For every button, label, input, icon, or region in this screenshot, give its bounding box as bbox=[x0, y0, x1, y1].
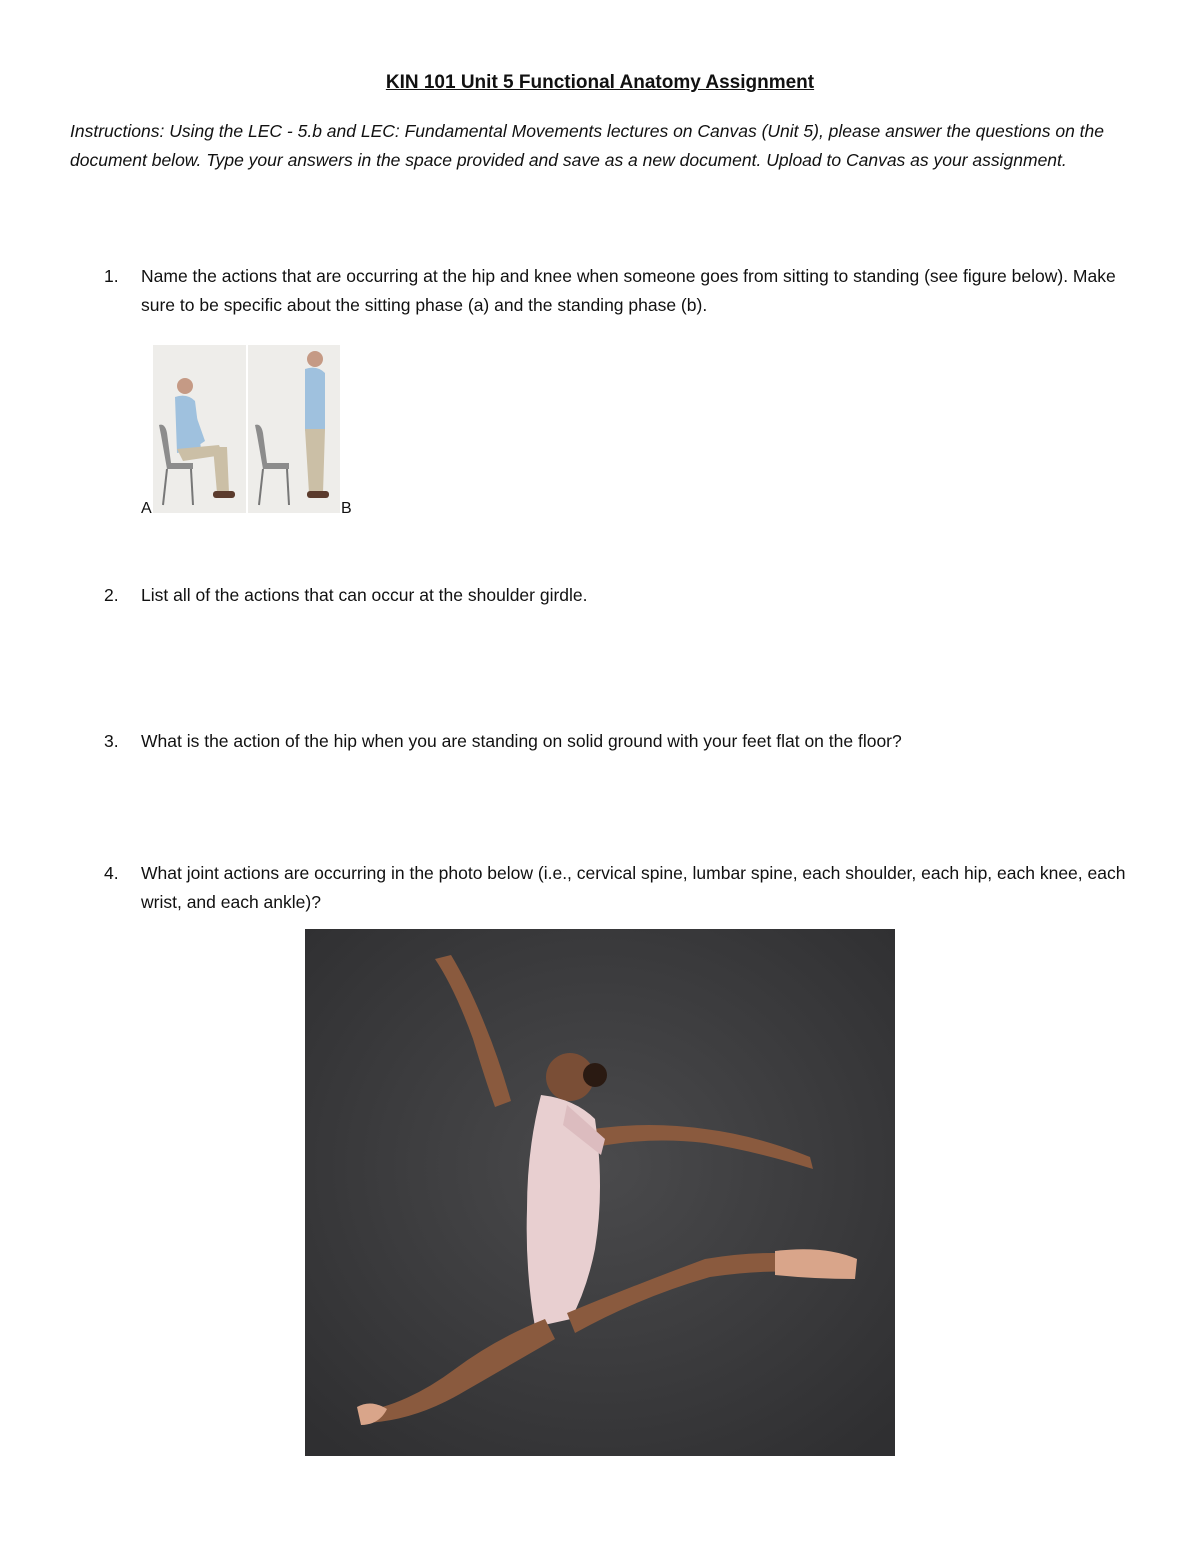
figure-label-b: B bbox=[341, 500, 352, 517]
instructions-paragraph: Instructions: Using the LEC - 5.b and LEC: Fundamental Movements lectures on Canvas (Unit 5), please answer the questions on the document below. Type your answers in the space provided and save as a new document. Upload to Canvas as your assignment. bbox=[70, 121, 1105, 170]
question-number: 3. bbox=[104, 731, 119, 751]
question-number: 1. bbox=[104, 266, 119, 286]
question-3 bbox=[104, 727, 1134, 756]
question-1 bbox=[104, 262, 1134, 319]
ballet-dancer-leap-illustration bbox=[305, 929, 895, 1456]
question-number: 4. bbox=[104, 863, 119, 883]
question-4 bbox=[104, 859, 1134, 916]
question-text: What is the action of the hip when you are standing on solid ground with your feet flat on the floor? bbox=[141, 731, 902, 751]
question-text: Name the actions that are occurring at the hip and knee when someone goes from sitting to standing (see figure below). Make sure to be specific about the sitting phase (a) and the standing phase (b). bbox=[141, 266, 1116, 315]
figure-label-a: A bbox=[141, 500, 152, 517]
question-2 bbox=[104, 581, 1134, 610]
dancer-photo bbox=[305, 929, 895, 1456]
sit-to-stand-illustration bbox=[153, 345, 340, 513]
question-text: List all of the actions that can occur at the shoulder girdle. bbox=[141, 585, 588, 605]
document-title: KIN 101 Unit 5 Functional Anatomy Assignment bbox=[385, 72, 815, 93]
question-text: What joint actions are occurring in the photo below (i.e., cervical spine, lumbar spine, each shoulder, each hip, each knee, each wrist, and each ankle)? bbox=[141, 863, 1126, 912]
question-number: 2. bbox=[104, 585, 119, 605]
sit-to-stand-figure bbox=[153, 345, 340, 513]
